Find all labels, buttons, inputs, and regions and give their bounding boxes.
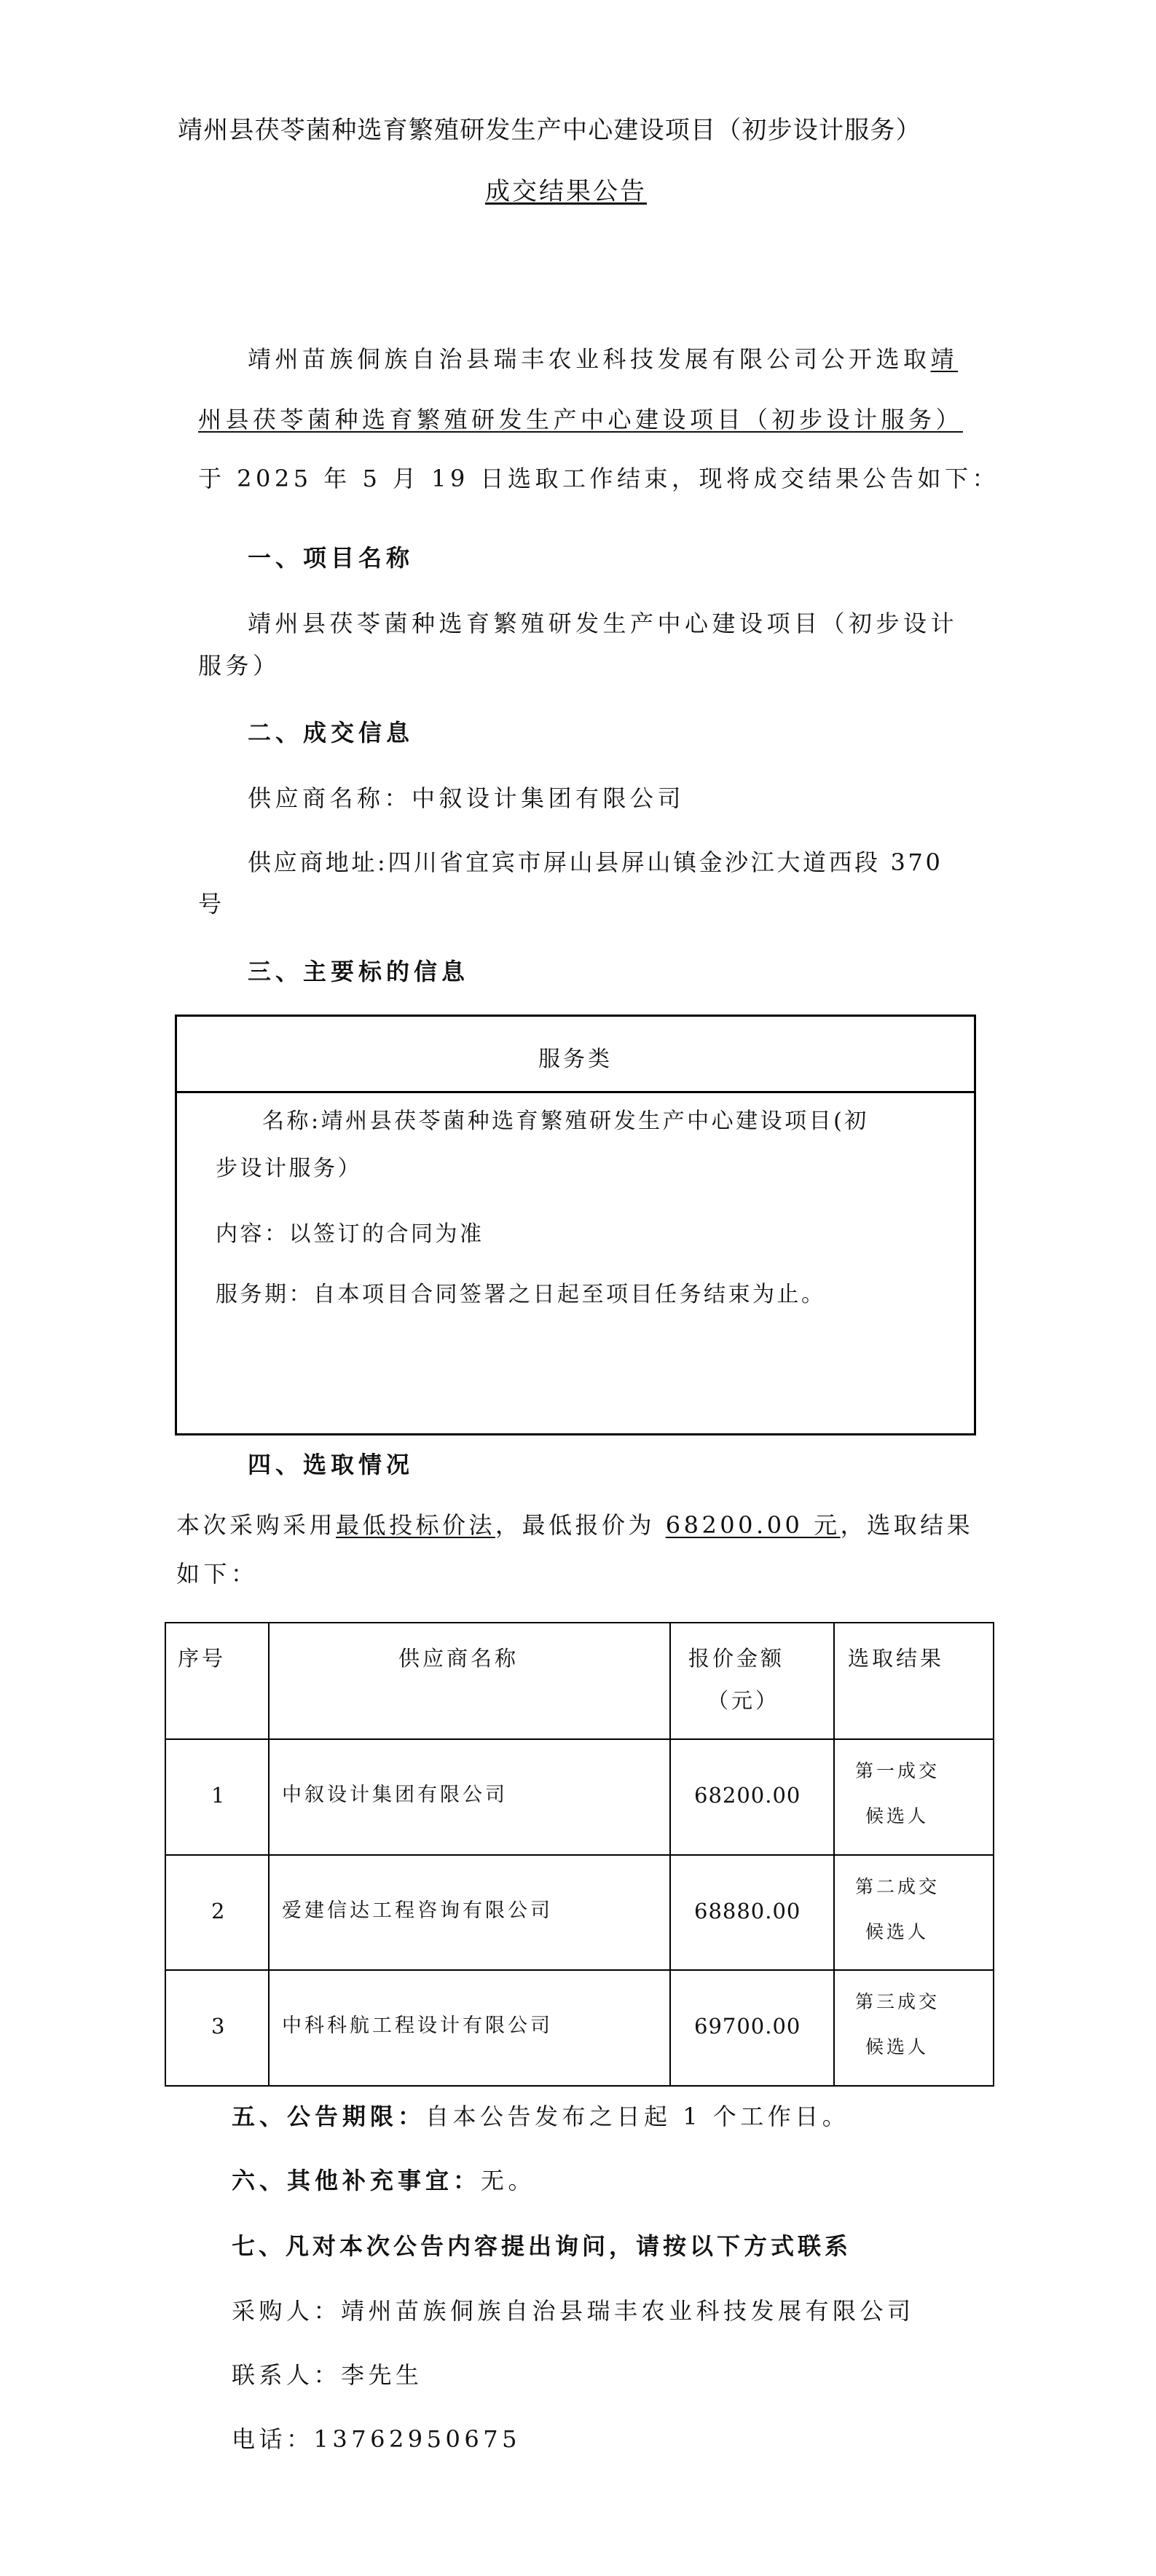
table-row [165,1970,994,2086]
selection-method: 最低投标价法 [336,1511,496,1539]
subject-name-2: 步设计服务） [216,1156,362,1181]
row-supplier: 爱建信达工程咨询有限公司 [282,1899,553,1922]
project-name-text-1: 靖州县茯苓菌种选育繁殖研发生产中心建设项目（初步设计 [248,610,959,637]
selection-text-mid: ，最低报价为 [495,1511,666,1539]
row-price: 69700.00 [694,2014,801,2039]
supplier-address-1: 供应商地址:四川省宜宾市屏山县屏山镇金沙江大道西段 370 [248,848,943,876]
supplier-address-2: 号 [198,890,226,918]
table-row [165,1739,994,1855]
selection-para-1 [176,1513,973,1537]
section-7-heading: 七、凡对本次公告内容提出询问，请按以下方式联系 [232,2232,852,2260]
section-4-heading: 四、选取情况 [248,1451,414,1478]
table-header-row [165,1623,994,1739]
document-subtitle: 成交结果公告 [485,177,647,206]
col-header-no: 序号 [178,1646,227,1671]
section-6-text: 无。 [481,2167,536,2194]
subject-service-period: 服务期：自本项目合同签署之日起至项目任务结束为止。 [216,1282,826,1307]
row-result-2: 候选人 [865,1921,929,1942]
col-header-result: 选取结果 [848,1646,945,1671]
row-supplier: 中叙设计集团有限公司 [282,1784,508,1806]
row-result-1: 第一成交 [855,1760,940,1781]
section-1-heading: 一、项目名称 [248,544,414,572]
intro-text: 靖州苗族侗族自治县瑞丰农业科技发展有限公司公开选取 [248,345,931,373]
supplier-name: 供应商名称：中叙设计集团有限公司 [248,784,685,812]
selection-text-suffix: ，选取结果 [840,1511,974,1539]
section-2-heading: 二、成交信息 [248,719,414,747]
row-no: 2 [211,1899,228,1923]
document-title: 靖州县茯苓菌种选育繁殖研发生产中心建设项目（初步设计服务） [178,116,921,145]
col-header-price-unit: （元） [707,1688,780,1713]
purchaser: 采购人：靖州苗族侗族自治县瑞丰农业科技发展有限公司 [232,2297,915,2325]
section-3-heading: 三、主要标的信息 [248,958,470,985]
section-6-heading: 六、其他补充事宜： [232,2167,481,2194]
col-header-price: 报价金额 [688,1646,785,1671]
subject-info-table [175,1015,976,1435]
project-name-link: 靖 [930,345,959,373]
selection-text-prefix: 本次采购采用 [176,1511,337,1539]
project-name-text-2: 服务） [198,652,280,680]
row-price: 68200.00 [694,1783,801,1808]
subject-content: 内容：以签订的合同为准 [216,1221,484,1247]
row-result-1: 第三成交 [855,1991,940,2012]
row-supplier: 中科科航工程设计有限公司 [282,2014,553,2037]
intro-line-2: 州县茯苓菌种选育繁殖研发生产中心建设项目（初步设计服务） [198,406,964,433]
selection-para-2: 如下： [176,1560,259,1588]
subject-name-1: 名称:靖州县茯苓菌种选育繁殖研发生产中心建设项目(初 [262,1108,869,1134]
col-header-supplier: 供应商名称 [398,1646,519,1671]
row-result-2: 候选人 [865,1805,929,1827]
contact-person: 联系人：李先生 [232,2361,423,2389]
subject-table-header [177,1017,974,1093]
intro-line-1 [248,347,958,371]
subject-category: 服务类 [538,1047,613,1072]
row-result-2: 候选人 [865,2036,929,2057]
section-5-text: 自本公告发布之日起 1 个工作日。 [425,2103,850,2130]
intro-line-3: 于 2025 年 5 月 19 日选取工作结束，现将成交结果公告如下： [198,465,1000,492]
selection-results-table [165,1622,994,2087]
contact-phone: 电话：13762950675 [232,2425,521,2453]
section-5-heading: 五、公告期限： [232,2103,426,2130]
table-row [165,1855,994,1970]
section-5 [232,2105,849,2128]
row-price: 68880.00 [694,1899,801,1923]
section-6 [232,2169,535,2192]
lowest-price: 68200.00 元 [665,1511,841,1539]
row-no: 1 [211,1783,228,1808]
row-result-1: 第二成交 [855,1876,940,1897]
row-no: 3 [211,2014,228,2039]
